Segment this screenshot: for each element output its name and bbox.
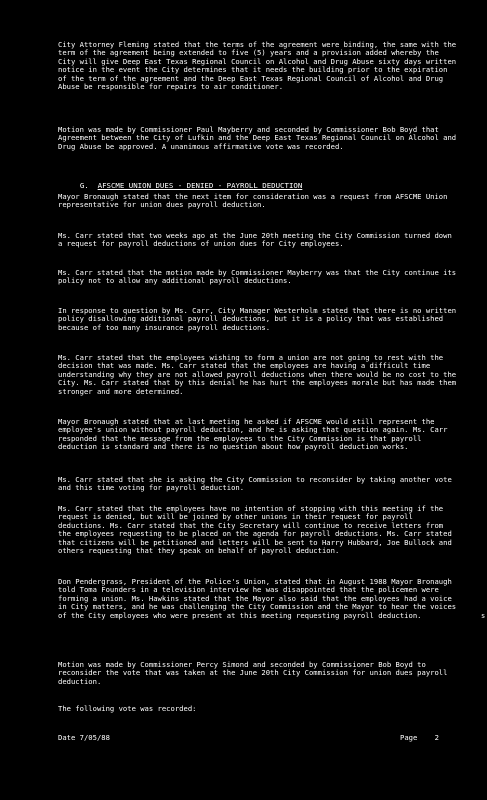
paragraph-motion-policy: Ms. Carr stated that the motion made by Commissioner Mayberry was that the City continue its policy not to allow any additional payroll deductions.: [58, 268, 461, 286]
paragraph-other-unions: Ms. Carr stated that the employees have no intention of stopping with this meeting if the request is denied, but will be joined by other unions in their request for payroll deductions. Ms. Carr stated that the City Secretary will continue to receive letters from the employees requesting to be placed on the agenda for payroll deductions. Ms. Carr stated that citizens will be petitioned and letters will be sent to Harry Hubbard, Joe Bullock and others requesting that they speak on behalf of payroll deduction.: [58, 504, 457, 556]
section-number: G.: [79, 181, 89, 190]
paragraph-motion-reconsider: Motion was made by Commissioner Percy Simond and seconded by Commissioner Bob Boyd to reconsider the vote that was taken at the June 20th City Commission for union dues payroll deduction.: [58, 660, 452, 686]
paragraph-reconsider: Ms. Carr stated that she is asking the City Commission to reconsider by taking another vote and this time voting for payroll deduction.: [58, 475, 457, 493]
paragraph-employees-union: Ms. Carr stated that the employees wishing to form a union are not going to rest with the decision that was made. Ms. Carr stated that the employees are having a difficult time understanding why they are not allowed payroll deductions when there would be no cost to the City. Ms. Carr stated that by this denial he has hurt the employees morale but has made them stronger and more determined.: [58, 353, 461, 396]
paragraph-vote-recorded: The following vote was recorded:: [58, 704, 197, 713]
paragraph-agreement-terms: City Attorney Fleming stated that the terms of the agreement were binding, the same with the term of the agreement being extended to five (5) years and a provision added whereby the City will give Deep East Texas Regional Council on Alcohol and Drug Abuse sixty days written notice in the event the City determines that it needs the building prior to the expiration of the term of the agreement and the Deep East Texas Regional Council of Alcohol and Drug Abuse be responsible for repairs to air conditioner.: [58, 40, 461, 92]
footer-page-number: Page 2: [400, 733, 439, 742]
margin-mark: s: [481, 612, 486, 620]
paragraph-police-union: Don Pendergrass, President of the Police's Union, stated that in August 1988 Mayor Bronaugh told Toma Founders in a television interview he was disappointed that the policemen were forming a union. Ms. Hawkins stated that the Mayor also said that the employees had a voice in City matters, and he was challenging the City Commission and the Mayor to hear the voices of the City employees who were present at this meeting requesting payroll deduction.: [58, 577, 461, 620]
paragraph-written-policy: In response to question by Ms. Carr, City Manager Westerholm stated that there is no written policy disallowing additional payroll deductions, but it is a policy that was established because of too many insurance payroll deductions.: [58, 306, 461, 332]
paragraph-mayor-question: Mayor Bronaugh stated that at last meeting he asked if AFSCME would still represent the employee's union without payroll deduction, and he is asking that question again. Ms. Carr responded that the message from the employees to the City Commission is that payroll deduction is standard and there is no question about how payroll deduction works.: [58, 417, 452, 452]
section-title: AFSCME UNION DUES - DENIED - PAYROLL DEDUCTION: [97, 181, 303, 190]
paragraph-request: Mayor Bronaugh stated that the next item for consideration was a request from AFSCME Union representative for union dues payroll deduction.: [58, 192, 452, 210]
paragraph-june-meeting: Ms. Carr stated that two weeks ago at the June 20th meeting the City Commission turned down a request for payroll deductions of union dues for City employees.: [58, 231, 457, 249]
paragraph-motion-agreement: Motion was made by Commissioner Paul Mayberry and seconded by Commissioner Bob Boyd that Agreement between the City of Lufkin and the Deep East Texas Regional Council on Alcohol and Drug Abuse be approved. A unanimous affirmative vote was recorded.: [58, 125, 461, 151]
footer-date: Date 7/05/88: [58, 733, 110, 742]
